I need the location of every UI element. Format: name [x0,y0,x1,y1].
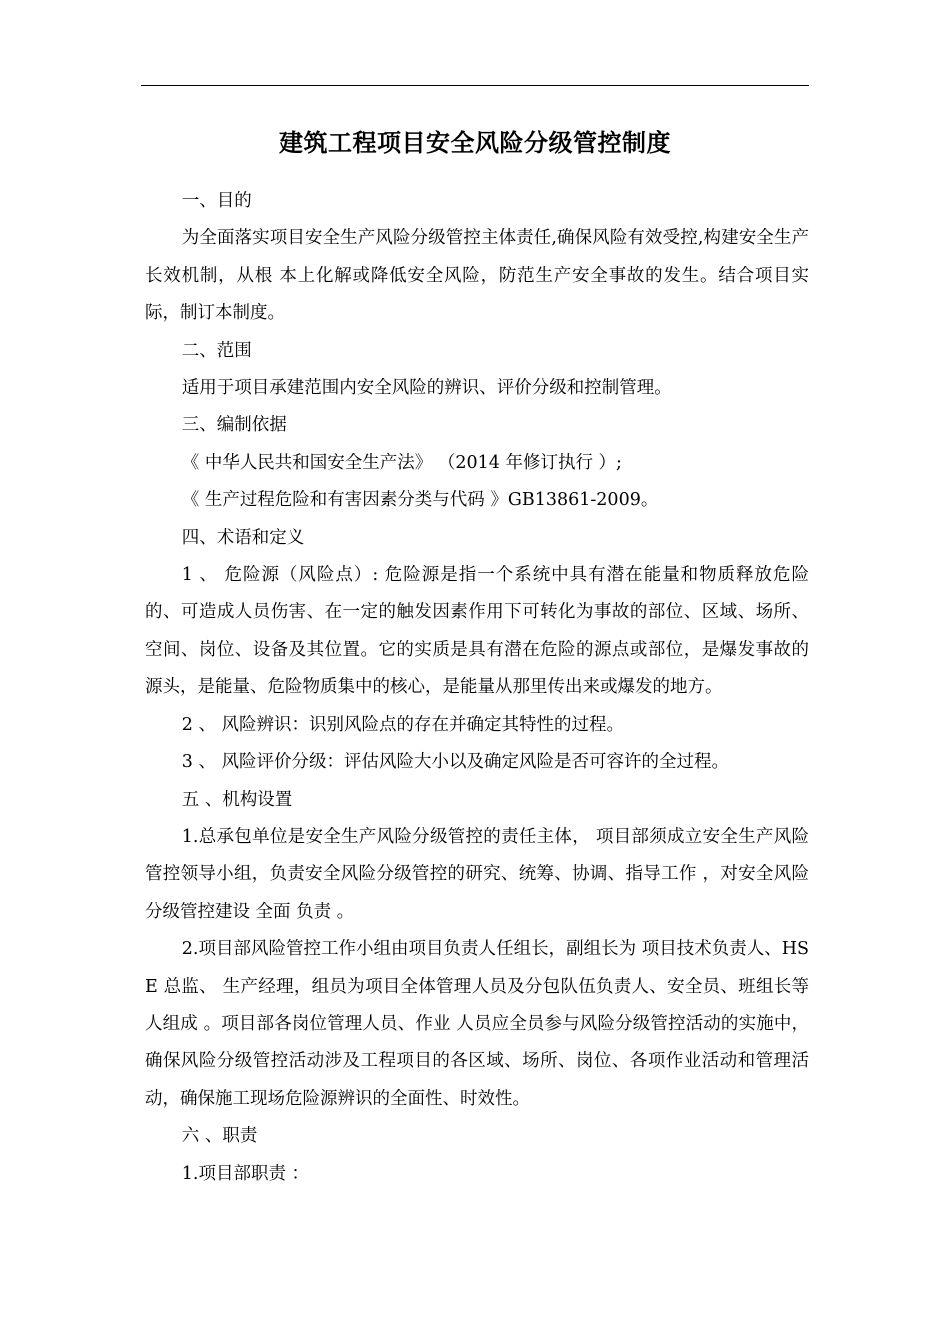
section-heading-organization: 五 、机构设置 [181,789,293,810]
document-title: 建筑工程项目安全风险分级管控制度 [279,129,671,157]
paragraph-basis-standard: 《 生产过程危险和有害因素分类与代码 》GB13861-2009。 [181,490,659,511]
document-body [145,183,809,1193]
paragraph-term-identification: 2 、 风险辨识：识别风险点的存在并确定其特性的过程。 [181,714,625,735]
paragraph-purpose: 为全面落实项目安全生产风险分级管控主体责任,确保风险有效受控,构建安全生产长效机制，从根 本上化解或降低安全风险，防范生产安全事故的发生。结合项目实际，制订本制度。 [145,228,809,324]
paragraph-basis-law: 《 中华人民共和国安全生产法》 （2014 年修订执行 ）; [181,452,622,473]
section-heading-terms: 四、术语和定义 [181,527,305,548]
section-heading-duties: 六 、职责 [181,1126,258,1147]
paragraph-duties-1: 1.项目部职责 ： [181,1163,310,1184]
paragraph-organization-1: 1.总承包单位是安全生产风险分级管控的责任主体， 项目部须成立安全生产风险管控领导小组，负责安全风险分级管控的研究、统筹、协调、指导工作 ，对安全风险分级管控建设 全面 负责 。 [145,826,809,922]
paragraph-term-hazard: 1 、 危险源（风险点）: 危险源是指一个系统中具有潜在能量和物质释放危险的、可造成人员伤害、在一定的触发因素作用下可转化为事故的部位、区域、场所、空间、岗位、设备及其位置。它的实质是具有潜在危险的源点或部位，是爆发事故的源头，是能量、危险物质集中的核心，是能量从那里传出来或爆发的地方。 [145,565,809,698]
paragraph-term-evaluation: 3 、 风险评价分级：评估风险大小以及确定风险是否可容许的全过程。 [181,752,730,773]
section-heading-scope: 二、范围 [181,340,252,361]
paragraph-scope: 适用于项目承建范围内安全风险的辨识、评价分级和控制管理。 [181,378,672,399]
paragraph-organization-2: 2.项目部风险管控工作小组由项目负责人任组长，副组长为 项目技术负责人、HSE 总监、 生产经理，组员为项目全体管理人员及分包队伍负责人、安全员、班组长等人组成 。项目部各岗位管理人员、作业 人员应全员参与风险分级管控活动的实施中，确保风险分级管控活动涉及工程项目的各区域、场所、岗位、各项作业活动和管理活动，确保施工现场危险源辨识的全面性、时效性。 [145,939,809,1109]
header-rule [141,85,809,86]
section-heading-basis: 三、编制依据 [181,415,287,436]
section-heading-purpose: 一、目的 [181,191,252,211]
